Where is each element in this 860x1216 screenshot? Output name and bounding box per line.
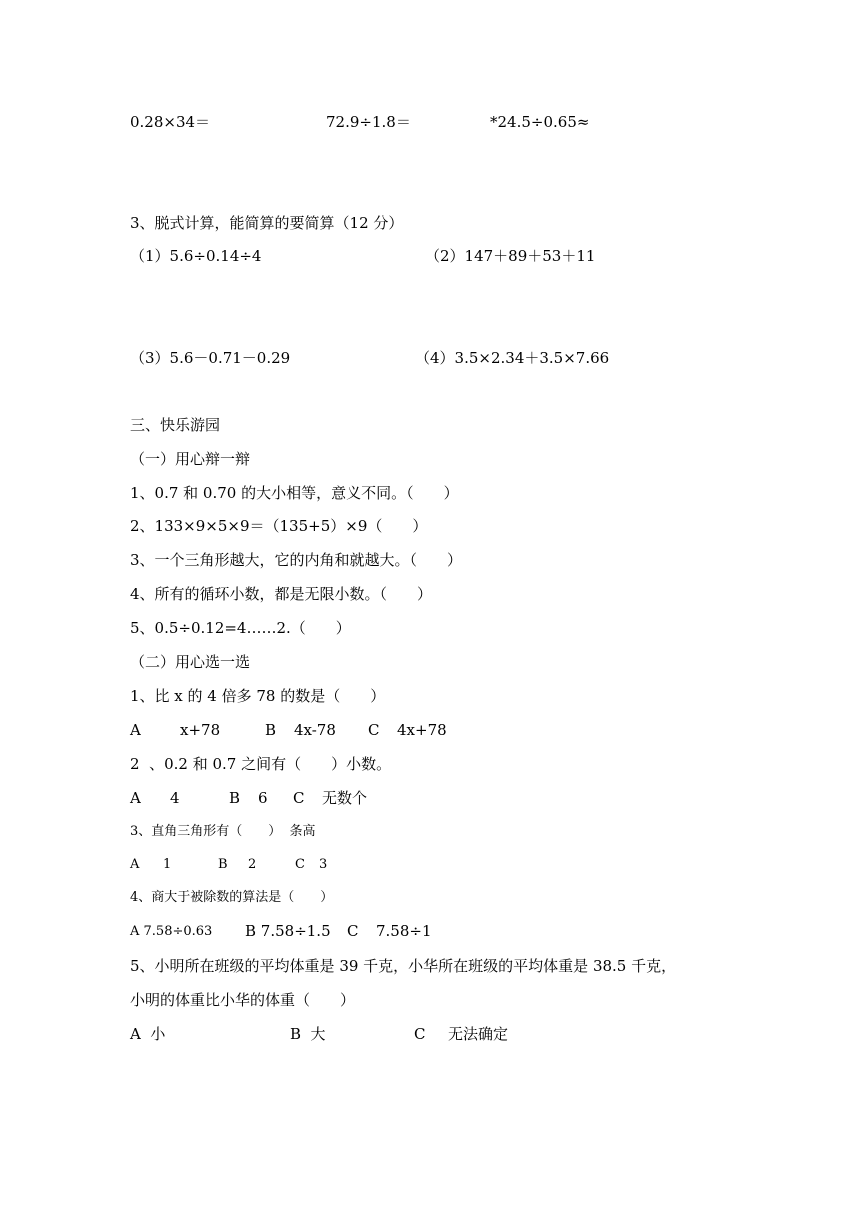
choose-q4-opt: 7.58÷1 bbox=[376, 922, 432, 940]
choose-q2-opt: 6 bbox=[258, 789, 268, 807]
judge-item-3: 3、一个三角形越大，它的内角和就越大。（ ） bbox=[130, 551, 463, 569]
choose-q2-opt: C bbox=[293, 789, 305, 807]
choose-q2-opt: 无数个 bbox=[322, 789, 368, 807]
judge-item-1: 1、0.7 和 0.70 的大小相等，意义不同。（ ） bbox=[130, 484, 459, 502]
choose-q3: 3、直角三角形有（ ） 条高 bbox=[130, 824, 316, 839]
calc-item-2: 72.9÷1.8＝ bbox=[326, 113, 411, 131]
part3-q2: （2）147＋89＋53＋11 bbox=[425, 247, 596, 265]
choose-q5-opt: 无法确定 bbox=[448, 1025, 509, 1043]
choose-q5-opt: A 小 bbox=[130, 1025, 166, 1043]
choose-q1-opt: B bbox=[265, 721, 277, 739]
part3-q4: （4）3.5×2.34＋3.5×7.66 bbox=[415, 349, 610, 367]
judge-item-5: 5、0.5÷0.12=4……2.（ ） bbox=[130, 619, 351, 637]
part3-heading: 3、脱式计算，能简算的要简算（12 分） bbox=[130, 214, 404, 232]
choose-q3-opt: C bbox=[295, 857, 305, 872]
choose-q1-opt: 4x-78 bbox=[294, 721, 336, 739]
choose-q1: 1、比 x 的 4 倍多 78 的数是（ ） bbox=[130, 687, 386, 705]
choose-q4-opt: C bbox=[347, 922, 359, 940]
choose-q2-opt: B bbox=[229, 789, 241, 807]
choose-q3-opt: A bbox=[130, 857, 140, 872]
judge-title: （一）用心辩一辩 bbox=[130, 450, 251, 468]
choose-q4-opt: B 7.58÷1.5 bbox=[245, 922, 331, 940]
judge-item-4: 4、所有的循环小数，都是无限小数。（ ） bbox=[130, 585, 433, 603]
choose-q4: 4、商大于被除数的算法是（ ） bbox=[130, 890, 334, 905]
choose-q4-opt: A 7.58÷0.63 bbox=[130, 924, 213, 939]
judge-item-2: 2、133×9×5×9＝（135+5）×9（ ） bbox=[130, 517, 428, 535]
choose-q1-opt: C bbox=[368, 721, 380, 739]
choose-q3-opt: 2 bbox=[248, 857, 257, 872]
choose-q3-opt: B bbox=[218, 857, 228, 872]
choose-q1-opt: A bbox=[130, 721, 141, 739]
part3-q1: （1）5.6÷0.14÷4 bbox=[130, 247, 262, 265]
choose-q3-opt: 1 bbox=[163, 857, 172, 872]
part3-q3: （3）5.6－0.71－0.29 bbox=[130, 349, 291, 367]
choose-q1-opt: 4x+78 bbox=[397, 721, 447, 739]
calc-item-1: 0.28×34＝ bbox=[130, 113, 211, 131]
choose-q5-line2: 小明的体重比小华的体重（ ） bbox=[130, 991, 356, 1009]
choose-q2-opt: 4 bbox=[170, 789, 180, 807]
choose-q2: 2 、0.2 和 0.7 之间有（ ）小数。 bbox=[130, 755, 392, 773]
choose-q5-opt: C bbox=[414, 1025, 426, 1043]
choose-q2-opt: A bbox=[130, 789, 141, 807]
choose-q5-opt: B 大 bbox=[290, 1025, 326, 1043]
calc-item-3: *24.5÷0.65≈ bbox=[490, 113, 590, 131]
choose-q3-opt: 3 bbox=[319, 857, 328, 872]
choose-q1-opt: x+78 bbox=[180, 721, 221, 739]
section3-title: 三、快乐游园 bbox=[130, 416, 221, 434]
choose-q5-line1: 5、小明所在班级的平均体重是 39 千克，小华所在班级的平均体重是 38.5 千克， bbox=[130, 957, 677, 975]
choose-title: （二）用心选一选 bbox=[130, 653, 251, 671]
